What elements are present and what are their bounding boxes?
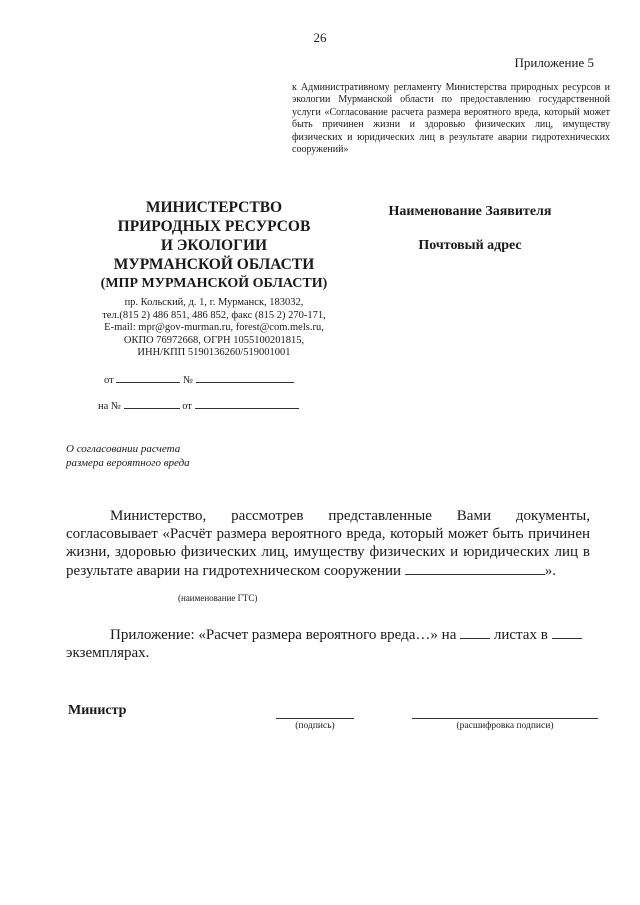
body-text: Министерство, рассмотрев представленные Вами документы, согласовывает «Расчёт размера вероятного вреда, который может быть причинен жизни, здоровью физических лиц, имуществу физических и юридических лиц в результате аварии на гидротехническом сооружении: [66, 508, 590, 579]
attachment-part-1: Приложение: «Расчет размера вероятного вреда…» на: [110, 627, 457, 643]
ministry-abbreviation: (МПР МУРМАНСКОЙ ОБЛАСТИ): [100, 276, 328, 291]
letter-subject: [66, 443, 266, 470]
contact-address: пр. Кольский, д. 1, г. Мурманск, 183032,: [124, 297, 304, 308]
attachment-part-2: листах в: [493, 627, 548, 643]
contact-okpo: ОКПО 76972668, ОГРН 1055100201815,: [123, 334, 305, 346]
incoming-ref-row: [68, 398, 390, 412]
regulation-note: к Административному регламенту Министерства природных ресурсов и экологии Мурманской области по предоставлению государственной услуги «Согласование расчета размера вероятного вреда, который может быть причинен жизни и здоровью физических лиц, имуществу физических и юридических лиц в результате аварии гидротехнических сооружений»: [292, 82, 610, 156]
letter-body: [66, 507, 590, 580]
date-blank-line: [116, 372, 180, 383]
on-from-label: от: [182, 401, 192, 412]
gts-name-caption: (наименование ГТС): [178, 593, 258, 603]
copies-blank-line: [552, 625, 582, 639]
ministry-line-4: МУРМАНСКОЙ ОБЛАСТИ: [113, 256, 315, 273]
number-blank-line: [196, 372, 294, 383]
minister-title: Министр: [68, 703, 127, 718]
signature-caption: (подпись): [295, 721, 335, 731]
signature-line: [276, 718, 354, 719]
ministry-header: [68, 198, 360, 293]
applicant-name-label: Наименование Заявителя: [388, 204, 552, 219]
attachment-part-3: экземплярах.: [66, 645, 150, 661]
from-label: от: [104, 375, 114, 386]
page-number: 26: [313, 30, 327, 45]
ministry-line-3: И ЭКОЛОГИИ: [160, 237, 268, 254]
attachment-note: [66, 625, 590, 662]
ministry-contacts: [68, 297, 360, 360]
subject-line-1: О согласовании расчета: [66, 443, 181, 455]
number-label: №: [182, 375, 193, 386]
signature-decoding-caption: (расшифровка подписи): [456, 721, 554, 731]
applicant-address-label: Почтовый адрес: [418, 238, 522, 253]
outgoing-ref-row: [68, 372, 396, 386]
signature-decoding-line: [412, 718, 598, 719]
incoming-number-blank-line: [124, 398, 180, 409]
sheets-blank-line: [460, 625, 490, 639]
contact-phones: тел.(815 2) 486 851, 486 852, факс (815 2) 270-171,: [102, 309, 326, 321]
ministry-line-1: МИНИСТЕРСТВО: [145, 199, 283, 216]
gts-name-blank-line: [405, 561, 545, 575]
ministry-line-2: ПРИРОДНЫХ РЕСУРСОВ: [117, 218, 311, 235]
on-number-label: на №: [98, 401, 121, 412]
incoming-date-blank-line: [195, 398, 299, 409]
contact-email: E-mail: mpr@gov-murman.ru, forest@com.mels.ru,: [104, 322, 324, 334]
body-closing: ».: [544, 563, 557, 579]
appendix-label: Приложение 5: [514, 55, 594, 70]
subject-line-2: размера вероятного вреда: [66, 456, 190, 469]
contact-inn: ИНН/КПП 5190136260/519001001: [137, 347, 291, 359]
